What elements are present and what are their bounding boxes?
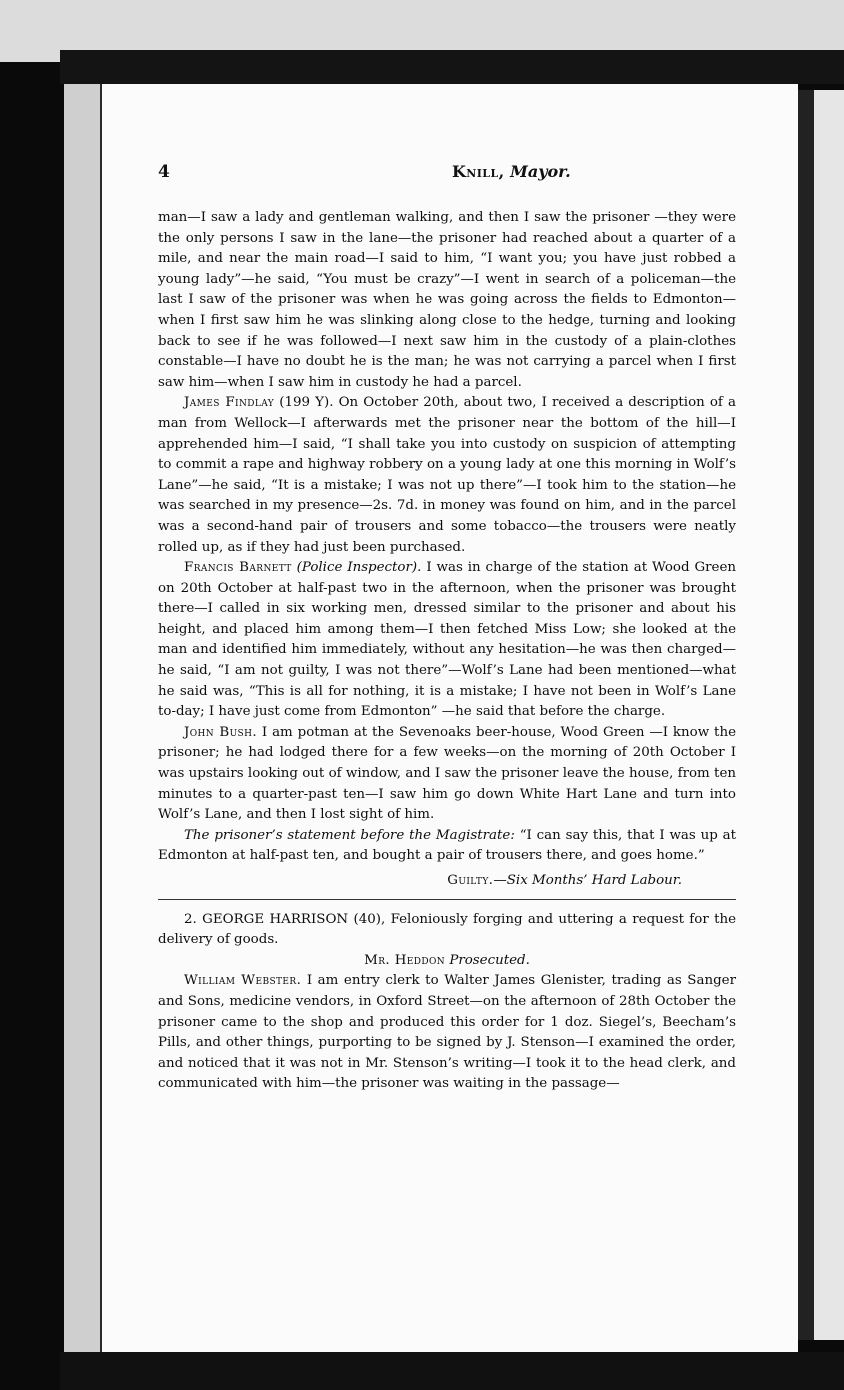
witness-name: James Findlay [184,395,275,411]
page-number: 4 [158,162,170,182]
prosecutor-name: Mr. Heddon [364,952,446,968]
running-title-office: Mayor. [510,162,571,181]
testimony-webster [158,971,736,1095]
statement-text: “I can say this, that I was up at Edmonton at half-past ten, and bought a pair of trousers there, and goes home.” [158,827,736,864]
prisoner-statement [158,826,736,867]
witness-rank: (Police Inspector). [296,560,422,576]
scan-binding-strip [60,50,844,84]
prosecutor-role: Prosecuted. [449,952,530,968]
running-title-name: Knill, [452,162,505,181]
continued-testimony: man—I saw a lady and gentleman walking, and then I saw the prisoner —they were the only persons I saw in the lane—the prisoner had reached about a quarter of a mile, and near the main road—I said to him, “I want you; you have just robbed a young lady”—he said, “You must be crazy”—I went in search of a policeman—the last I saw of the prisoner was when he was going across the fields to Edmonton— when I first saw him he was slinking along close to the hedge, turning and looking back to see if he was followed—I next saw him in the custody of a plain-clothes constable—I have no doubt he is the man; he was not carrying a parcel when I first saw him—when I saw him in custody he had a parcel. [158,210,736,390]
scan-right-margin [798,90,844,1340]
book-page [102,84,798,1352]
witness-rank: (199 Y). [279,395,334,411]
witness-name: William Webster. [184,973,302,989]
case-heading: 2. GEORGE HARRISON (40), Feloniously forging and uttering a request for the delivery of goods. [158,911,736,948]
testimony-text: I am potman at the Sevenoaks beer-house, Wood Green —I know the prisoner; he had lodged there for a few weeks—on the morning of 20th October I was upstairs looking out of window, and I saw the prisoner leave the house, from ten minutes to a quarter-past ten—I saw him go down White Hart Lane and turn into Wolf’s Lane, and then I lost sight of him. [158,724,736,823]
scan-bottom-margin [60,1352,844,1390]
testimony-text: I am entry clerk to Walter James Glenister, trading as Sanger and Sons, medicine vendors, in Oxford Street—on the afternoon of 28th October the prisoner came to the shop and produced this order for 1 doz. Siegel’s, Beecham’s Pills, and other things, purporting to be signed by J. Stenson—I examined the order, and noticed that it was not in Mr. Stenson’s writing—I took it to the head clerk, and communicated with him—the prisoner was waiting in the passage— [158,973,736,1092]
verdict-label: Guilty. [447,873,494,888]
testimony-bush [158,723,736,826]
verdict-sentence: —Six Months’ Hard Labour. [493,873,682,888]
verdict [158,871,736,892]
prosecutor-line [158,951,736,972]
statement-label: The prisoner’s statement before the Magistrate: [184,827,515,843]
testimony-barnett [158,558,736,723]
body-text [158,208,736,1095]
testimony-text: On October 20th, about two, I received a description of a man from Wellock—I afterwards met the prisoner near the bottom of the hill—I apprehended him—I said, “I shall take you into custody on suspicion of attempting to commit a rape and highway robbery on a young lady at one this morning in Wolf’s Lane”—he said, “It is a mistake; I was not up there”—I took him to the station—he was searched in my presence—2s. 7d. in money was found on him, and in the parcel was a second-hand pair of trousers and some tobacco—the trousers were neatly rolled up, as if they had just been purchased. [158,395,736,555]
testimony-findlay [158,393,736,558]
section-divider [158,899,736,900]
witness-name: Francis Barnett [184,560,292,576]
scan-left-page-edge [64,84,103,1354]
page-header [158,162,758,186]
witness-name: John Bush. [184,724,258,740]
running-title [452,162,571,181]
testimony-text: I was in charge of the station at Wood Green on 20th October at half-past two in the afternoon, when the prisoner was brought there—I called in six working men, dressed similar to the prisoner and about his height, and placed him among them—I then fetched Miss Low; she looked at the man and identified him immediately, without any hesitation—he was then charged—he said, “I am not guilty, I was not there”—Wolf’s Lane had been mentioned—what he said was, “This is all for nothing, it is a mistake; I have not been in Wolf’s Lane to-day; I have just come from Edmonton” —he said that before the charge. [158,560,737,720]
